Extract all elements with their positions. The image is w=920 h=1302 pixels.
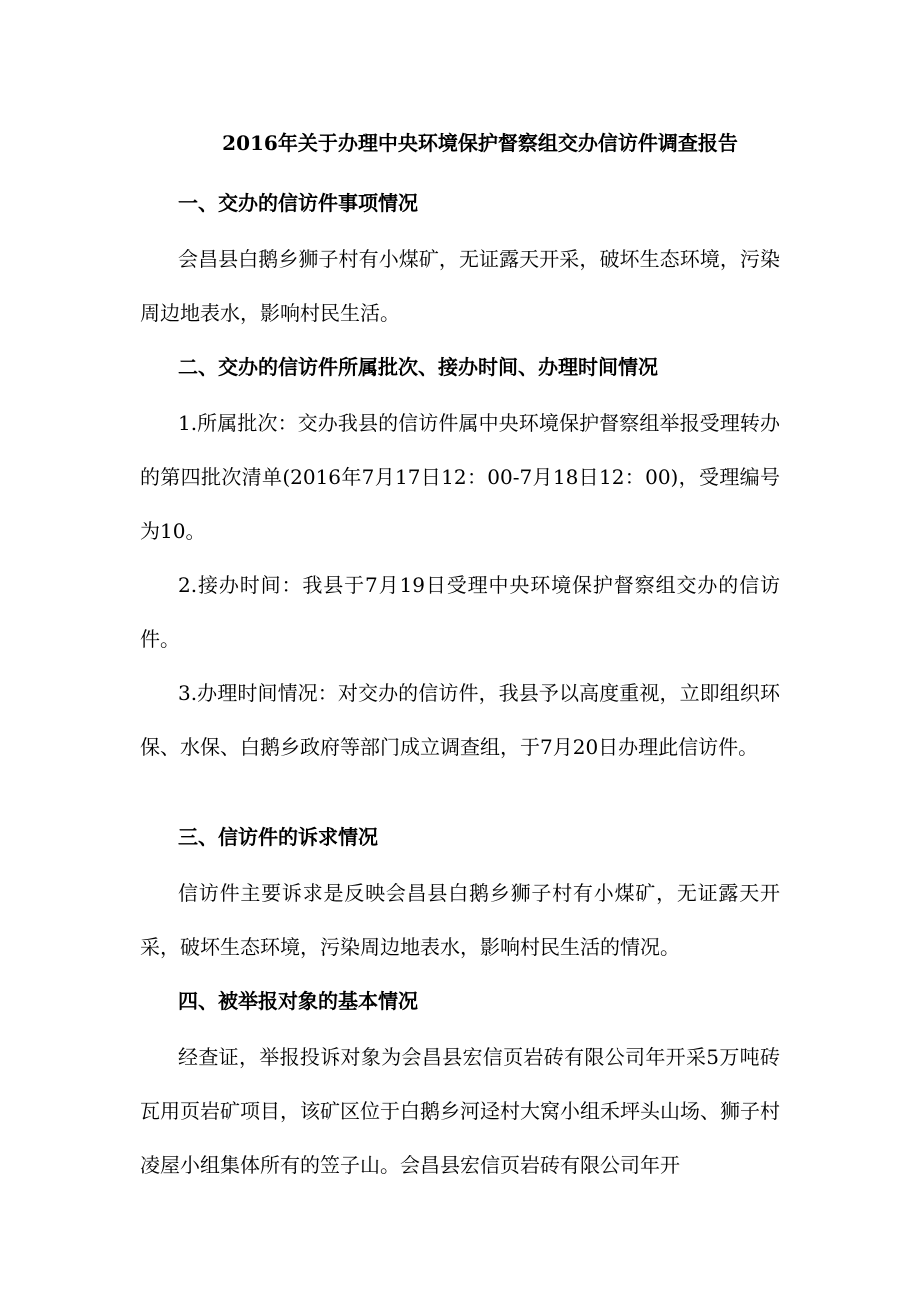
section-1-heading: 一、交办的信访件事项情况 — [178, 191, 418, 215]
section-3-heading: 三、信访件的诉求情况 — [178, 825, 378, 849]
section-2-heading: 二、交办的信访件所属批次、接办时间、办理时间情况 — [178, 355, 658, 379]
document-title: 2016年关于办理中央环境保护督察组交办信访件调查报告 — [222, 131, 738, 155]
section-1-body: 会昌县白鹅乡狮子村有小煤矿，无证露天开采，破坏生态环境，污染周边地表水，影响村民生活。 — [140, 247, 780, 325]
section-4-heading: 四、被举报对象的基本情况 — [178, 989, 418, 1013]
section-3-body: 信访件主要诉求是反映会昌县白鹅乡狮子村有小煤矿，无证露天开采，破坏生态环境，污染周边地表水，影响村民生活的情况。 — [140, 881, 780, 959]
section-2-item-1: 1.所属批次：交办我县的信访件属中央环境保护督察组举报受理转办的第四批次清单(2016年7月17日12：00-7月18日12：00)，受理编号为10。 — [140, 411, 780, 543]
section-2-item-2: 2.接办时间：我县于7月19日受理中央环境保护督察组交办的信访件。 — [140, 573, 780, 651]
section-4-body: 经查证，举报投诉对象为会昌县宏信页岩砖有限公司年开采5万吨砖瓦用页岩矿项目，该矿区位于白鹅乡河迳村大窝小组禾坪头山场、狮子村凌屋小组集体所有的笠子山。会昌县宏信页岩砖有限公司年开 — [140, 1045, 780, 1177]
section-2-item-3: 3.办理时间情况：对交办的信访件，我县予以高度重视，立即组织环保、水保、白鹅乡政府等部门成立调查组，于7月20日办理此信访件。 — [140, 681, 780, 759]
